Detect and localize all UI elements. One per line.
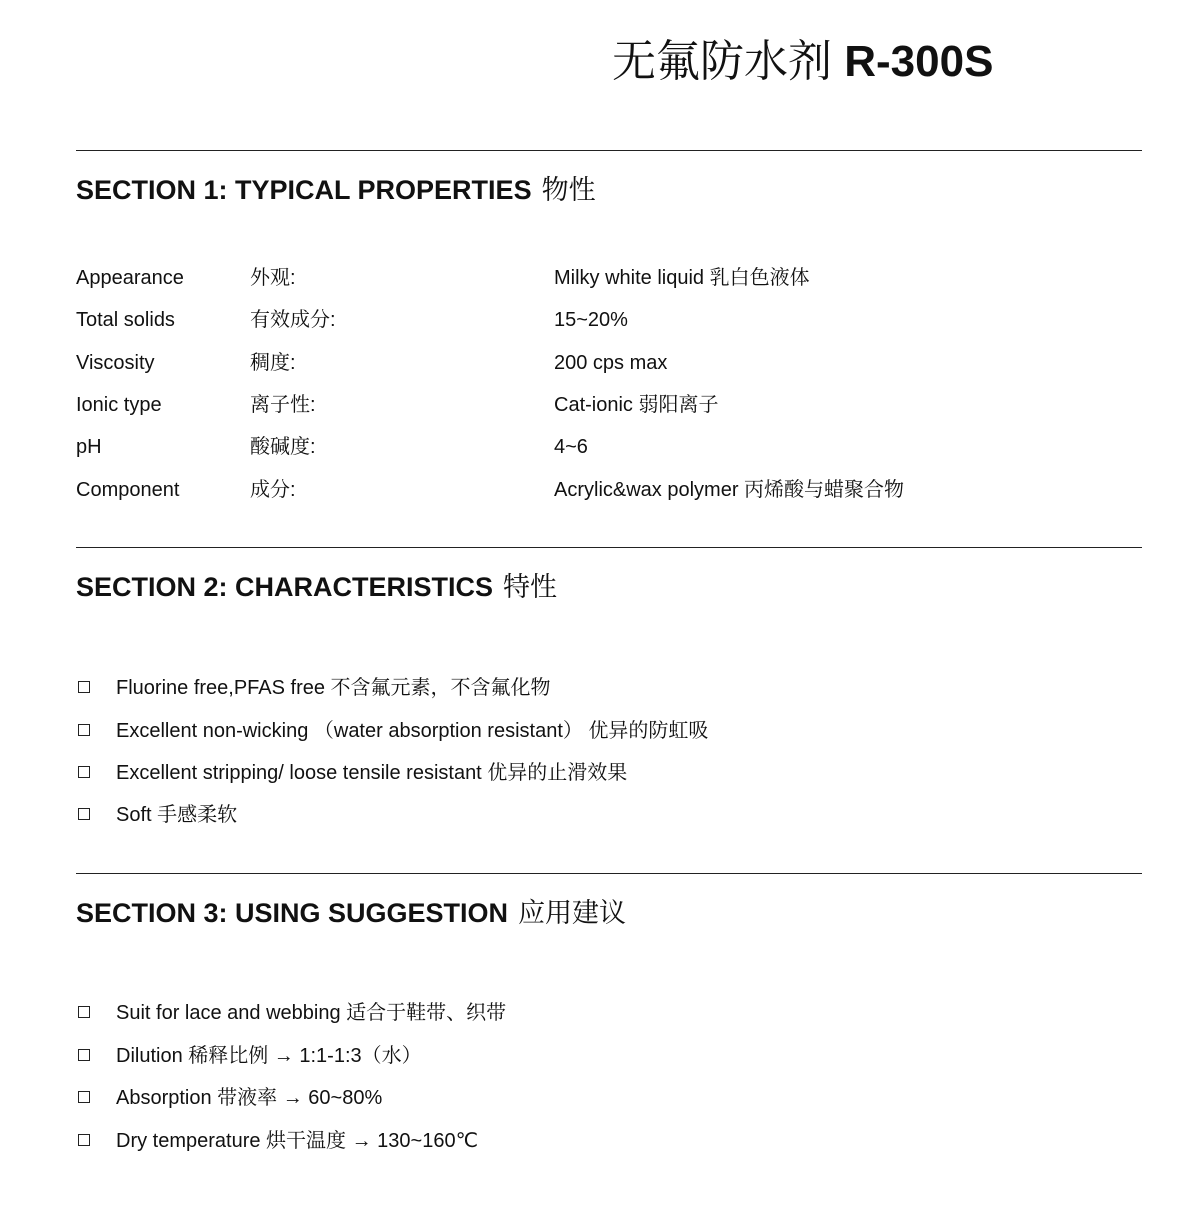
checkbox-icon bbox=[78, 681, 90, 693]
property-row-appearance bbox=[76, 263, 1142, 293]
suggestion-text: Absorption 带液率 → 60~80% bbox=[116, 1087, 383, 1109]
property-value: Cat-ionic 弱阳离子 bbox=[554, 394, 719, 416]
title-chinese: 无氟防水剂 bbox=[612, 37, 832, 86]
checkbox-icon bbox=[78, 724, 90, 736]
checkbox-icon bbox=[78, 1006, 90, 1018]
property-label-cn: 酸碱度: bbox=[250, 436, 316, 458]
title-model: R-300S bbox=[844, 37, 994, 86]
suggestion-text: Dry temperature 烘干温度 → 130~160℃ bbox=[116, 1130, 479, 1152]
property-value: Milky white liquid 乳白色液体 bbox=[554, 267, 810, 289]
property-label-en: Viscosity bbox=[76, 352, 155, 374]
property-label-en: pH bbox=[76, 436, 102, 458]
section1-heading bbox=[76, 174, 596, 206]
checkbox-icon bbox=[78, 808, 90, 820]
divider-section3 bbox=[76, 873, 1142, 874]
property-value: 4~6 bbox=[554, 436, 588, 458]
divider-top bbox=[76, 150, 1142, 151]
section1-heading-en: SECTION 1: TYPICAL PROPERTIES bbox=[76, 175, 532, 205]
property-row-ionic-type bbox=[76, 390, 1142, 420]
checkbox-icon bbox=[78, 1049, 90, 1061]
section1-heading-cn: 物性 bbox=[541, 175, 596, 205]
suggestion-text: Dilution 稀释比例 → 1:1-1:3（水） bbox=[116, 1045, 422, 1067]
property-row-ph bbox=[76, 432, 1142, 462]
characteristic-text: Soft 手感柔软 bbox=[116, 804, 238, 826]
divider-section2 bbox=[76, 547, 1142, 548]
checkbox-icon bbox=[78, 766, 90, 778]
section3-heading bbox=[76, 897, 626, 929]
property-label-cn: 有效成分: bbox=[250, 309, 336, 331]
section3-heading-cn: 应用建议 bbox=[518, 898, 627, 928]
property-value: 15~20% bbox=[554, 309, 628, 331]
property-label-cn: 成分: bbox=[250, 479, 296, 501]
property-label-cn: 稠度: bbox=[250, 352, 296, 374]
property-label-en: Appearance bbox=[76, 267, 184, 289]
property-label-cn: 离子性: bbox=[250, 394, 316, 416]
checkbox-icon bbox=[78, 1091, 90, 1103]
section2-heading bbox=[76, 571, 557, 603]
section2-heading-en: SECTION 2: CHARACTERISTICS bbox=[76, 572, 494, 602]
property-value: Acrylic&wax polymer 丙烯酸与蜡聚合物 bbox=[554, 479, 905, 501]
property-label-en: Total solids bbox=[76, 309, 175, 331]
property-row-component bbox=[76, 475, 1142, 505]
section3-heading-en: SECTION 3: USING SUGGESTION bbox=[76, 898, 509, 928]
checkbox-icon bbox=[78, 1134, 90, 1146]
characteristic-text: Excellent stripping/ loose tensile resistant 优异的止滑效果 bbox=[116, 762, 628, 784]
property-value: 200 cps max bbox=[554, 352, 668, 374]
property-label-en: Component bbox=[76, 479, 180, 501]
property-row-total-solids bbox=[76, 305, 1142, 335]
characteristic-text: Excellent non-wicking （water absorption resistant） 优异的防虹吸 bbox=[116, 720, 709, 742]
property-row-viscosity bbox=[76, 348, 1142, 378]
section2-heading-cn: 特性 bbox=[503, 572, 558, 602]
property-label-cn: 外观: bbox=[250, 267, 296, 289]
characteristic-text: Fluorine free,PFAS free 不含氟元素，不含氟化物 bbox=[116, 677, 551, 699]
property-label-en: Ionic type bbox=[76, 394, 162, 416]
document-title bbox=[612, 36, 993, 88]
suggestion-text: Suit for lace and webbing 适合于鞋带、织带 bbox=[116, 1002, 507, 1024]
